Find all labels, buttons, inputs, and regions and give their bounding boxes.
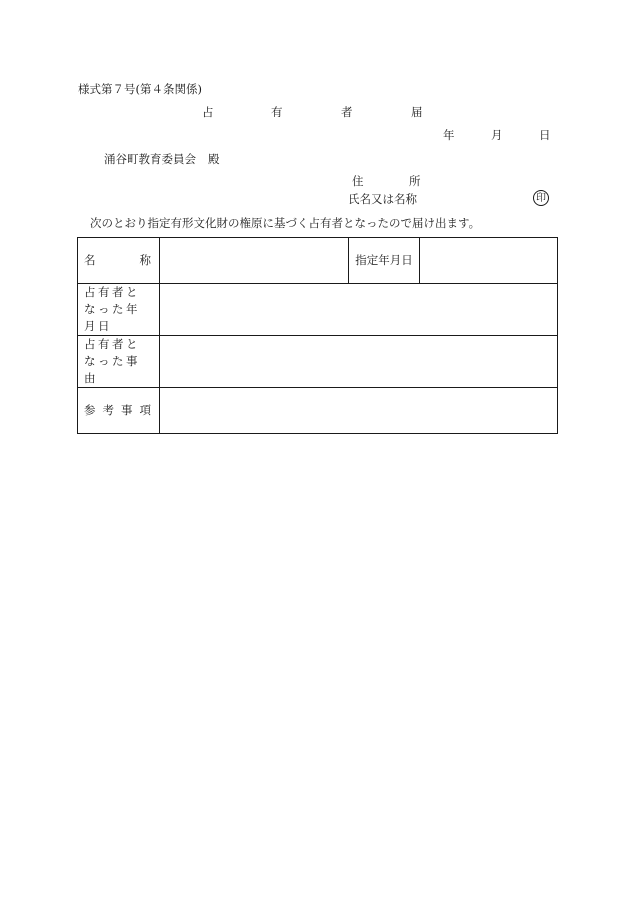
address-char: 所 — [409, 174, 421, 188]
title-char: 占 — [202, 105, 214, 119]
table-row — [78, 238, 558, 284]
form-number: 様式第７号(第４条関係) — [78, 82, 202, 96]
occupation-reason-label: 占有者となった事由 — [84, 337, 140, 385]
table-row — [78, 284, 558, 336]
notification-table — [77, 237, 558, 434]
applicant-name-label: 氏名又は名称 — [348, 192, 417, 206]
submission-date — [440, 130, 555, 144]
name-label-char: 称 — [139, 253, 151, 267]
occupation-date-value-cell[interactable] — [160, 284, 558, 336]
occupation-reason-label-cell — [78, 336, 160, 388]
form-title — [200, 107, 440, 121]
date-month-label: 月 — [491, 128, 503, 142]
designation-date-value-cell[interactable] — [420, 238, 558, 284]
remarks-label-char: 考 — [102, 403, 114, 417]
date-year-label: 年 — [443, 128, 455, 142]
address-char: 住 — [352, 174, 364, 188]
name-label-char: 名 — [84, 253, 96, 267]
remarks-label-cell — [78, 388, 160, 434]
seal-mark: 印 — [533, 190, 549, 206]
addressee-name: 涌谷町教育委員会 — [104, 152, 196, 166]
title-char: 届 — [411, 105, 423, 119]
remarks-label-char: 項 — [139, 403, 151, 417]
date-day-label: 日 — [539, 128, 551, 142]
remarks-value-cell[interactable] — [160, 388, 558, 434]
addressee-honorific: 殿 — [208, 152, 220, 166]
name-value-cell[interactable] — [160, 238, 349, 284]
title-char: 者 — [341, 105, 353, 119]
occupation-date-label: 占有者となった年月日 — [84, 285, 140, 333]
remarks-label-char: 参 — [84, 403, 96, 417]
title-char: 有 — [271, 105, 283, 119]
name-label-cell — [78, 238, 160, 284]
table-row — [78, 388, 558, 434]
remarks-label-char: 事 — [121, 403, 133, 417]
table-row — [78, 336, 558, 388]
designation-date-label: 指定年月日 — [349, 238, 420, 284]
occupation-date-label-cell — [78, 284, 160, 336]
applicant-address-label — [348, 176, 428, 190]
addressee — [104, 154, 220, 166]
declaration-statement: 次のとおり指定有形文化財の権原に基づく占有者となったので届け出ます。 — [90, 216, 481, 230]
occupation-reason-value-cell[interactable] — [160, 336, 558, 388]
